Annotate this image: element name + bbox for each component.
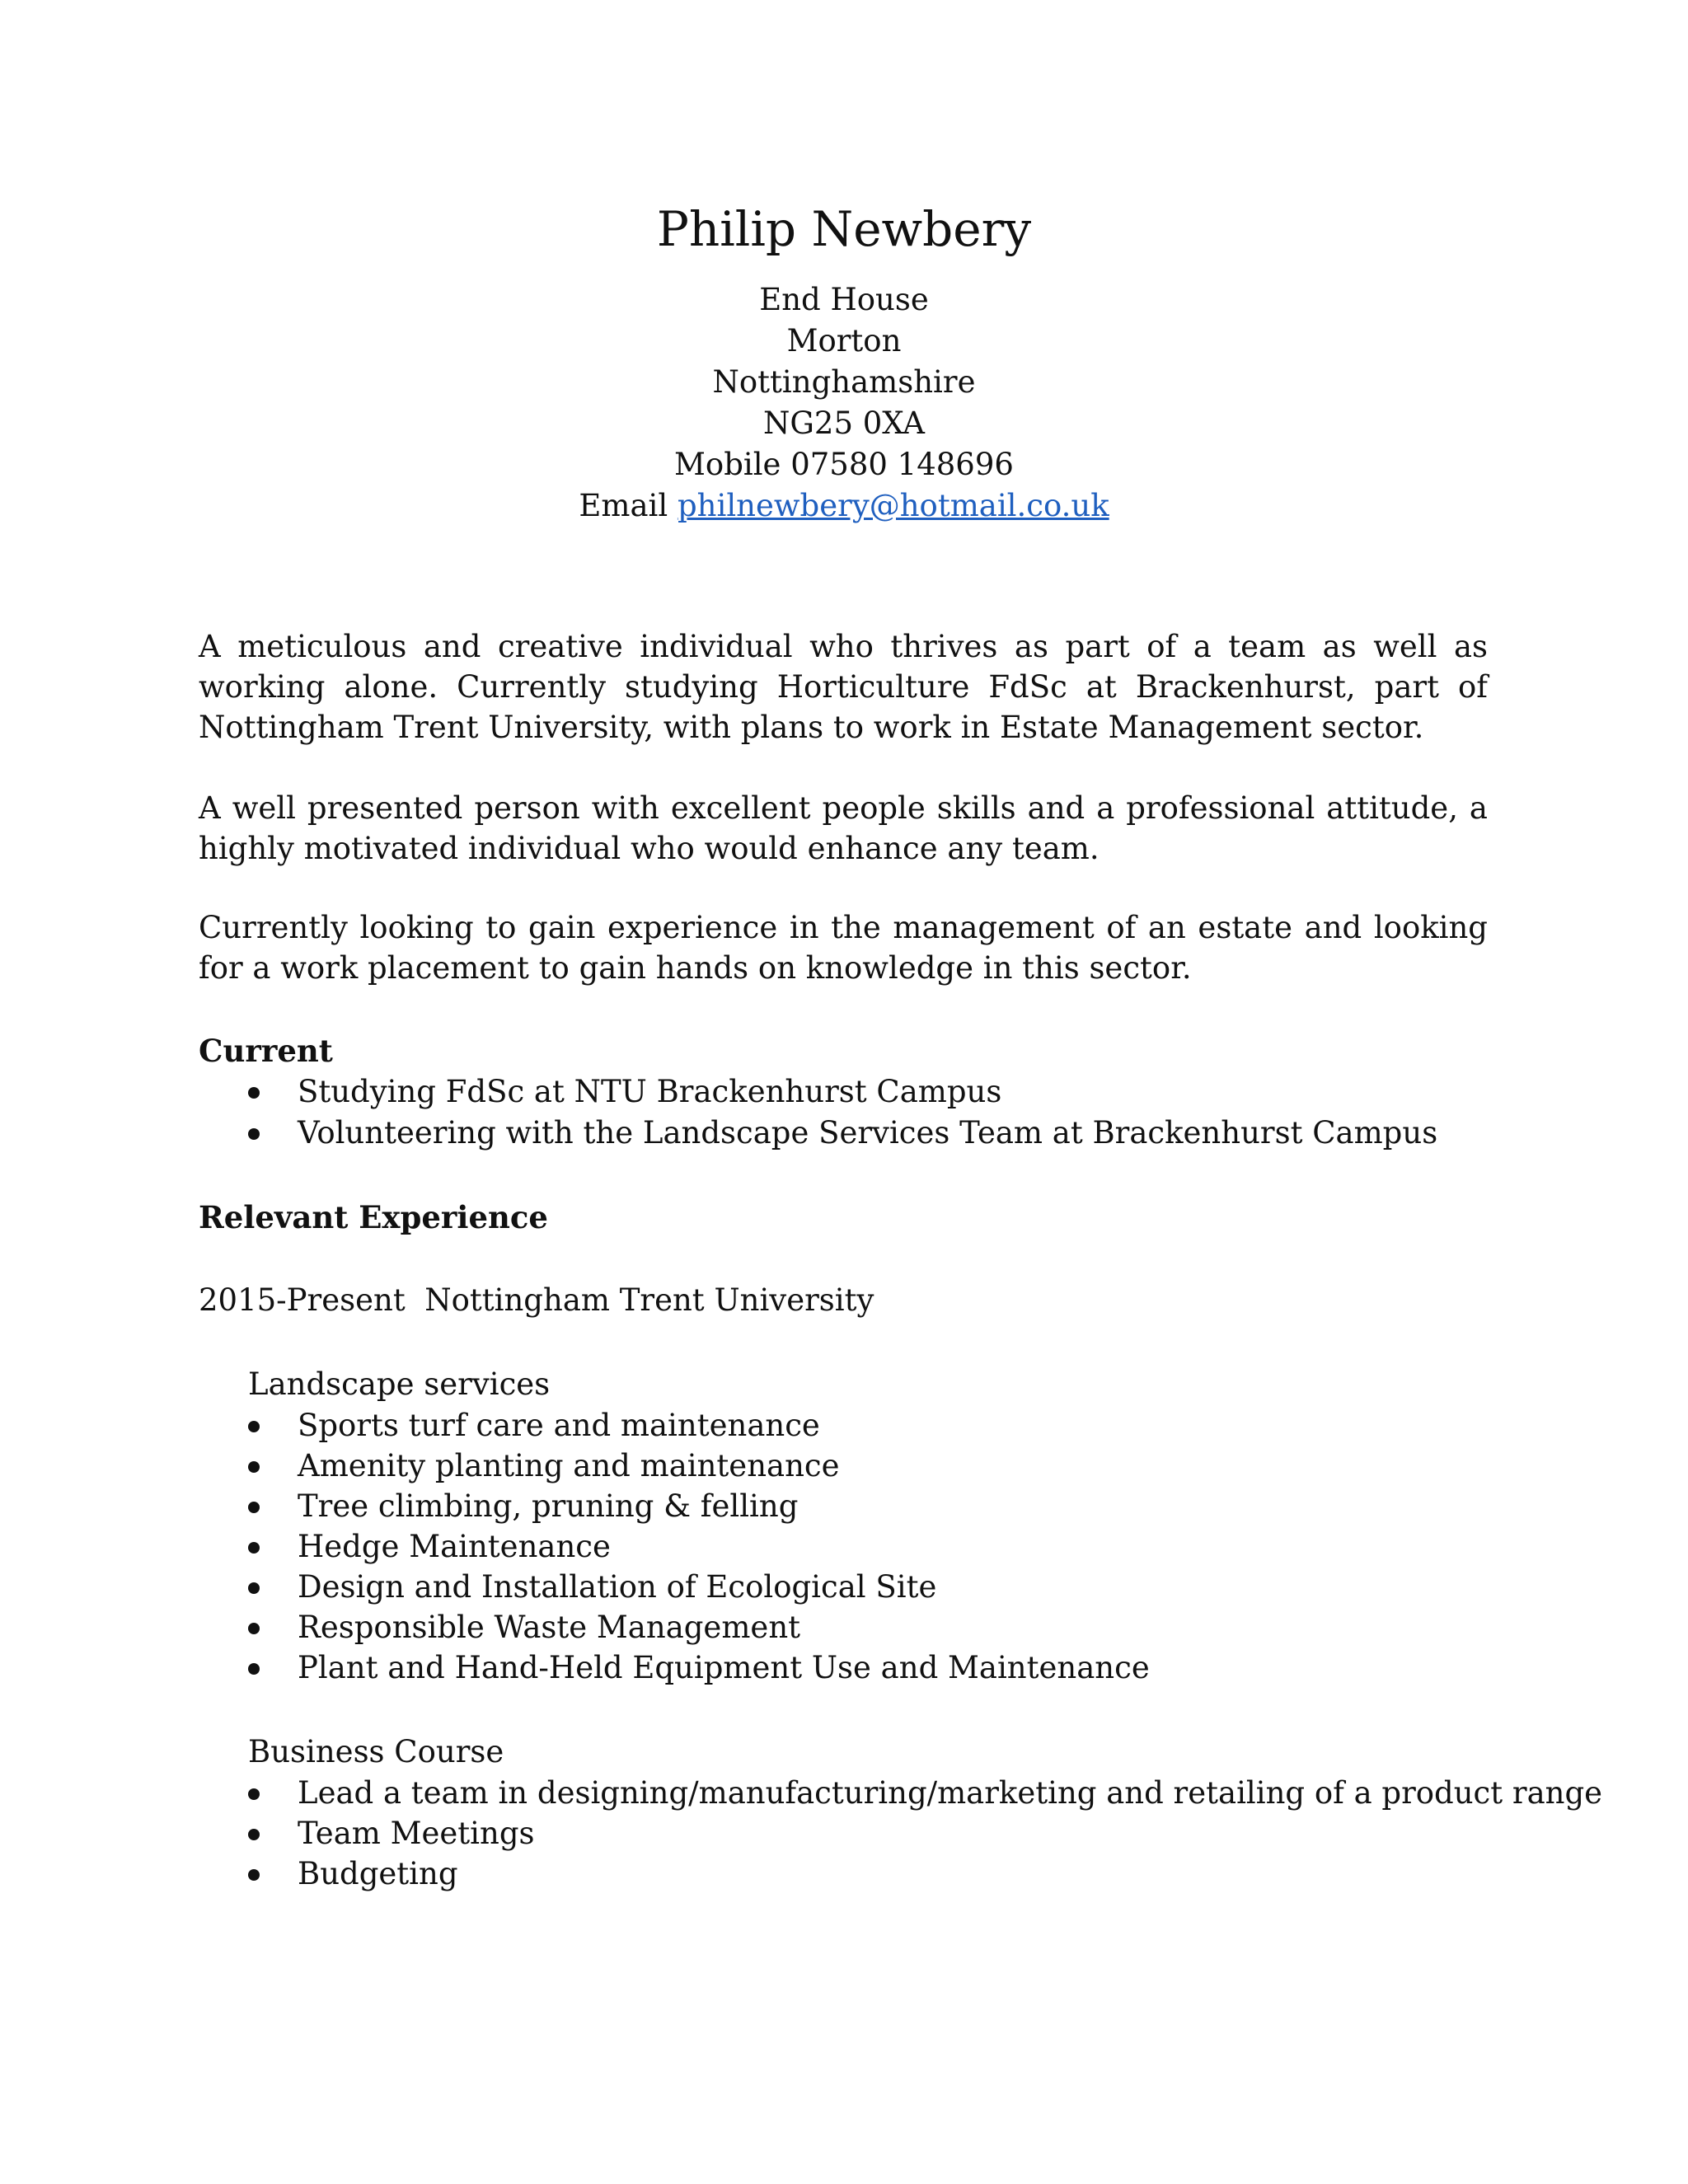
email-label: Email <box>579 488 668 523</box>
list-item-text: Tree climbing, pruning & felling <box>298 1488 799 1524</box>
list-item-text: Amenity planting and maintenance <box>298 1448 840 1483</box>
bullet-icon <box>248 1421 260 1432</box>
bullet-icon <box>248 1869 260 1881</box>
list-item-text: Budgeting <box>298 1856 458 1891</box>
current-heading: Current <box>199 1033 333 1069</box>
bullet-icon <box>248 1542 260 1554</box>
experience-heading: Relevant Experience <box>199 1199 548 1235</box>
profile-paragraph-1: A meticulous and creative individual who thrives as part of a team as well as working alone. Currently studying Horticulture FdSc at Brackenhurst, part of Nottingham Trent University, with plans to work in Estate Management sector. <box>199 629 1488 745</box>
experience-entry: 2015-Present Nottingham Trent University <box>199 1282 874 1318</box>
bullet-icon <box>248 1087 260 1099</box>
list-item-text: Lead a team in designing/manufacturing/marketing and retailing of a product range <box>298 1775 1603 1811</box>
profile-paragraph-2: A well presented person with excellent people skills and a professional attitude, a highly motivated individual who would enhance any team. <box>199 790 1488 866</box>
address-line-2: Morton <box>786 323 902 359</box>
list-item-text: Hedge Maintenance <box>298 1529 611 1564</box>
bullet-icon <box>248 1128 260 1140</box>
list-item-text: Design and Installation of Ecological Site <box>298 1569 937 1605</box>
bullet-icon <box>248 1461 260 1473</box>
landscape-services-title: Landscape services <box>248 1366 551 1402</box>
business-course-title: Business Course <box>248 1734 504 1769</box>
bullet-icon <box>248 1623 260 1634</box>
email-line <box>0 485 1688 527</box>
email-link[interactable]: philnewbery@hotmail.co.uk <box>677 488 1109 523</box>
bullet-icon <box>248 1663 260 1675</box>
bullet-icon <box>248 1829 260 1840</box>
list-item-text: Plant and Hand-Held Equipment Use and Maintenance <box>298 1650 1150 1685</box>
address-line-3: Nottinghamshire <box>712 364 976 400</box>
list-item-text: Studying FdSc at NTU Brackenhurst Campus <box>298 1074 1002 1109</box>
list-item-text: Sports turf care and maintenance <box>298 1408 820 1443</box>
list-item-text: Responsible Waste Management <box>298 1610 801 1645</box>
address-line-1: End House <box>759 282 929 317</box>
bullet-icon <box>248 1502 260 1513</box>
list-item-text: Team Meetings <box>298 1816 535 1851</box>
address-line-postcode: NG25 0XA <box>762 405 926 441</box>
bullet-icon <box>248 1582 260 1594</box>
list-item-text: Volunteering with the Landscape Services Team at Brackenhurst Campus <box>298 1115 1438 1151</box>
mobile-line: Mobile 07580 148696 <box>674 447 1014 482</box>
page-title: Philip Newbery <box>656 201 1032 257</box>
profile-paragraph-3: Currently looking to gain experience in the management of an estate and looking for a work placement to gain hands on knowledge in this sector. <box>199 910 1488 986</box>
bullet-icon <box>248 1788 260 1800</box>
